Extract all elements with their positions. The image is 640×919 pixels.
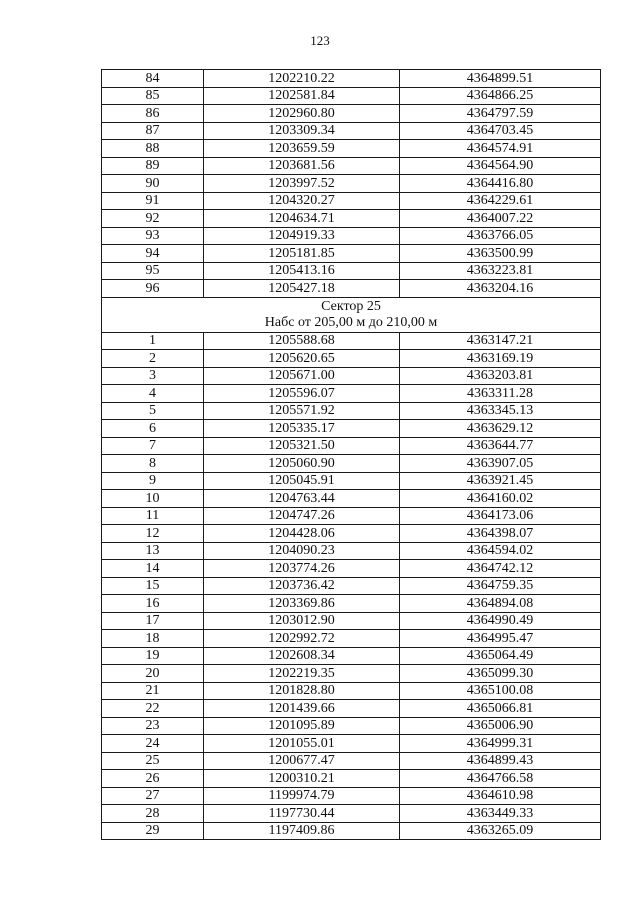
- sector-header-group: [102, 297, 601, 332]
- x-coordinate-cell: 1202581.84: [204, 87, 400, 105]
- y-coordinate-cell: 4365064.49: [400, 647, 601, 665]
- rows-before-group: [102, 70, 601, 298]
- x-coordinate-cell: 1201055.01: [204, 735, 400, 753]
- table-row: [102, 455, 601, 473]
- table-row: [102, 420, 601, 438]
- point-number-cell: 5: [102, 402, 204, 420]
- y-coordinate-cell: 4364999.31: [400, 735, 601, 753]
- point-number-cell: 10: [102, 490, 204, 508]
- table-row: [102, 490, 601, 508]
- point-number-cell: 20: [102, 665, 204, 683]
- table-row: [102, 542, 601, 560]
- y-coordinate-cell: 4364173.06: [400, 507, 601, 525]
- point-number-cell: 12: [102, 525, 204, 543]
- table-row: [102, 507, 601, 525]
- y-coordinate-cell: 4363345.13: [400, 402, 601, 420]
- y-coordinate-cell: 4364766.58: [400, 770, 601, 788]
- table-row: [102, 332, 601, 350]
- y-coordinate-cell: 4364574.91: [400, 140, 601, 158]
- table-row: [102, 595, 601, 613]
- y-coordinate-cell: 4363169.19: [400, 350, 601, 368]
- rows-after-group: [102, 332, 601, 840]
- x-coordinate-cell: 1203659.59: [204, 140, 400, 158]
- y-coordinate-cell: 4364866.25: [400, 87, 601, 105]
- y-coordinate-cell: 4364894.08: [400, 595, 601, 613]
- table-row: [102, 700, 601, 718]
- table-row: [102, 245, 601, 263]
- y-coordinate-cell: 4364594.02: [400, 542, 601, 560]
- point-number-cell: 21: [102, 682, 204, 700]
- point-number-cell: 90: [102, 175, 204, 193]
- point-number-cell: 28: [102, 805, 204, 823]
- x-coordinate-cell: 1205671.00: [204, 367, 400, 385]
- point-number-cell: 11: [102, 507, 204, 525]
- point-number-cell: 88: [102, 140, 204, 158]
- x-coordinate-cell: 1204428.06: [204, 525, 400, 543]
- y-coordinate-cell: 4363921.45: [400, 472, 601, 490]
- x-coordinate-cell: 1205413.16: [204, 262, 400, 280]
- table-row: [102, 665, 601, 683]
- y-coordinate-cell: 4363644.77: [400, 437, 601, 455]
- table-row: [102, 472, 601, 490]
- table-row: [102, 437, 601, 455]
- table-row: [102, 350, 601, 368]
- y-coordinate-cell: 4364899.51: [400, 70, 601, 88]
- y-coordinate-cell: 4363204.16: [400, 280, 601, 298]
- x-coordinate-cell: 1205571.92: [204, 402, 400, 420]
- table-row: [102, 525, 601, 543]
- point-number-cell: 86: [102, 105, 204, 123]
- point-number-cell: 9: [102, 472, 204, 490]
- x-coordinate-cell: 1204090.23: [204, 542, 400, 560]
- y-coordinate-cell: 4364416.80: [400, 175, 601, 193]
- table-row: [102, 770, 601, 788]
- point-number-cell: 25: [102, 752, 204, 770]
- x-coordinate-cell: 1204747.26: [204, 507, 400, 525]
- point-number-cell: 92: [102, 210, 204, 228]
- table-row: [102, 682, 601, 700]
- point-number-cell: 91: [102, 192, 204, 210]
- sector-title: Сектор 25: [321, 298, 381, 314]
- coordinates-table: [101, 69, 601, 840]
- point-number-cell: 27: [102, 787, 204, 805]
- table-row: [102, 385, 601, 403]
- sector-header-row: [102, 297, 601, 332]
- table-row: [102, 612, 601, 630]
- y-coordinate-cell: 4363265.09: [400, 822, 601, 840]
- point-number-cell: 7: [102, 437, 204, 455]
- y-coordinate-cell: 4363203.81: [400, 367, 601, 385]
- point-number-cell: 93: [102, 227, 204, 245]
- y-coordinate-cell: 4365100.08: [400, 682, 601, 700]
- y-coordinate-cell: 4364995.47: [400, 630, 601, 648]
- y-coordinate-cell: 4363223.81: [400, 262, 601, 280]
- point-number-cell: 8: [102, 455, 204, 473]
- point-number-cell: 22: [102, 700, 204, 718]
- x-coordinate-cell: 1203309.34: [204, 122, 400, 140]
- table-row: [102, 280, 601, 298]
- x-coordinate-cell: 1205596.07: [204, 385, 400, 403]
- x-coordinate-cell: 1201828.80: [204, 682, 400, 700]
- table-row: [102, 262, 601, 280]
- point-number-cell: 16: [102, 595, 204, 613]
- y-coordinate-cell: 4363449.33: [400, 805, 601, 823]
- y-coordinate-cell: 4365099.30: [400, 665, 601, 683]
- x-coordinate-cell: 1205181.85: [204, 245, 400, 263]
- y-coordinate-cell: 4364703.45: [400, 122, 601, 140]
- table-row: [102, 122, 601, 140]
- y-coordinate-cell: 4364007.22: [400, 210, 601, 228]
- y-coordinate-cell: 4365066.81: [400, 700, 601, 718]
- table-row: [102, 630, 601, 648]
- y-coordinate-cell: 4364229.61: [400, 192, 601, 210]
- table-row: [102, 140, 601, 158]
- point-number-cell: 95: [102, 262, 204, 280]
- point-number-cell: 13: [102, 542, 204, 560]
- point-number-cell: 94: [102, 245, 204, 263]
- table-row: [102, 647, 601, 665]
- table-row: [102, 787, 601, 805]
- x-coordinate-cell: 1204763.44: [204, 490, 400, 508]
- x-coordinate-cell: 1201439.66: [204, 700, 400, 718]
- y-coordinate-cell: 4364990.49: [400, 612, 601, 630]
- table-row: [102, 822, 601, 840]
- point-number-cell: 84: [102, 70, 204, 88]
- x-coordinate-cell: 1201095.89: [204, 717, 400, 735]
- point-number-cell: 18: [102, 630, 204, 648]
- x-coordinate-cell: 1204634.71: [204, 210, 400, 228]
- y-coordinate-cell: 4363311.28: [400, 385, 601, 403]
- x-coordinate-cell: 1205321.50: [204, 437, 400, 455]
- table-row: [102, 157, 601, 175]
- point-number-cell: 29: [102, 822, 204, 840]
- table-row: [102, 717, 601, 735]
- table-row: [102, 752, 601, 770]
- x-coordinate-cell: 1203774.26: [204, 560, 400, 578]
- table-row: [102, 210, 601, 228]
- point-number-cell: 4: [102, 385, 204, 403]
- point-number-cell: 96: [102, 280, 204, 298]
- point-number-cell: 6: [102, 420, 204, 438]
- y-coordinate-cell: 4364564.90: [400, 157, 601, 175]
- x-coordinate-cell: 1197730.44: [204, 805, 400, 823]
- y-coordinate-cell: 4363629.12: [400, 420, 601, 438]
- table-row: [102, 805, 601, 823]
- point-number-cell: 3: [102, 367, 204, 385]
- point-number-cell: 14: [102, 560, 204, 578]
- point-number-cell: 17: [102, 612, 204, 630]
- table-row: [102, 87, 601, 105]
- x-coordinate-cell: 1205335.17: [204, 420, 400, 438]
- point-number-cell: 87: [102, 122, 204, 140]
- x-coordinate-cell: 1205588.68: [204, 332, 400, 350]
- point-number-cell: 85: [102, 87, 204, 105]
- table-row: [102, 560, 601, 578]
- point-number-cell: 15: [102, 577, 204, 595]
- x-coordinate-cell: 1204320.27: [204, 192, 400, 210]
- x-coordinate-cell: 1199974.79: [204, 787, 400, 805]
- y-coordinate-cell: 4364610.98: [400, 787, 601, 805]
- sector-subtitle: Набс от 205,00 м до 210,00 м: [264, 314, 438, 330]
- y-coordinate-cell: 4364759.35: [400, 577, 601, 595]
- point-number-cell: 26: [102, 770, 204, 788]
- table-row: [102, 70, 601, 88]
- x-coordinate-cell: 1205060.90: [204, 455, 400, 473]
- x-coordinate-cell: 1202210.22: [204, 70, 400, 88]
- y-coordinate-cell: 4365006.90: [400, 717, 601, 735]
- sector-header-cell: [102, 297, 601, 332]
- y-coordinate-cell: 4363147.21: [400, 332, 601, 350]
- table-row: [102, 227, 601, 245]
- table-row: [102, 192, 601, 210]
- table-row: [102, 735, 601, 753]
- point-number-cell: 23: [102, 717, 204, 735]
- x-coordinate-cell: 1204919.33: [204, 227, 400, 245]
- x-coordinate-cell: 1197409.86: [204, 822, 400, 840]
- table-row: [102, 105, 601, 123]
- table-row: [102, 577, 601, 595]
- x-coordinate-cell: 1203997.52: [204, 175, 400, 193]
- x-coordinate-cell: 1203369.86: [204, 595, 400, 613]
- page-number: 123: [310, 33, 330, 48]
- x-coordinate-cell: 1202992.72: [204, 630, 400, 648]
- y-coordinate-cell: 4364742.12: [400, 560, 601, 578]
- x-coordinate-cell: 1203012.90: [204, 612, 400, 630]
- y-coordinate-cell: 4364797.59: [400, 105, 601, 123]
- x-coordinate-cell: 1202960.80: [204, 105, 400, 123]
- y-coordinate-cell: 4364398.07: [400, 525, 601, 543]
- y-coordinate-cell: 4364899.43: [400, 752, 601, 770]
- x-coordinate-cell: 1200677.47: [204, 752, 400, 770]
- y-coordinate-cell: 4363500.99: [400, 245, 601, 263]
- point-number-cell: 89: [102, 157, 204, 175]
- table-row: [102, 367, 601, 385]
- x-coordinate-cell: 1203681.56: [204, 157, 400, 175]
- x-coordinate-cell: 1200310.21: [204, 770, 400, 788]
- point-number-cell: 2: [102, 350, 204, 368]
- x-coordinate-cell: 1203736.42: [204, 577, 400, 595]
- x-coordinate-cell: 1205620.65: [204, 350, 400, 368]
- point-number-cell: 24: [102, 735, 204, 753]
- table-row: [102, 402, 601, 420]
- table-row: [102, 175, 601, 193]
- point-number-cell: 19: [102, 647, 204, 665]
- x-coordinate-cell: 1202608.34: [204, 647, 400, 665]
- x-coordinate-cell: 1205045.91: [204, 472, 400, 490]
- x-coordinate-cell: 1202219.35: [204, 665, 400, 683]
- y-coordinate-cell: 4364160.02: [400, 490, 601, 508]
- y-coordinate-cell: 4363907.05: [400, 455, 601, 473]
- point-number-cell: 1: [102, 332, 204, 350]
- x-coordinate-cell: 1205427.18: [204, 280, 400, 298]
- y-coordinate-cell: 4363766.05: [400, 227, 601, 245]
